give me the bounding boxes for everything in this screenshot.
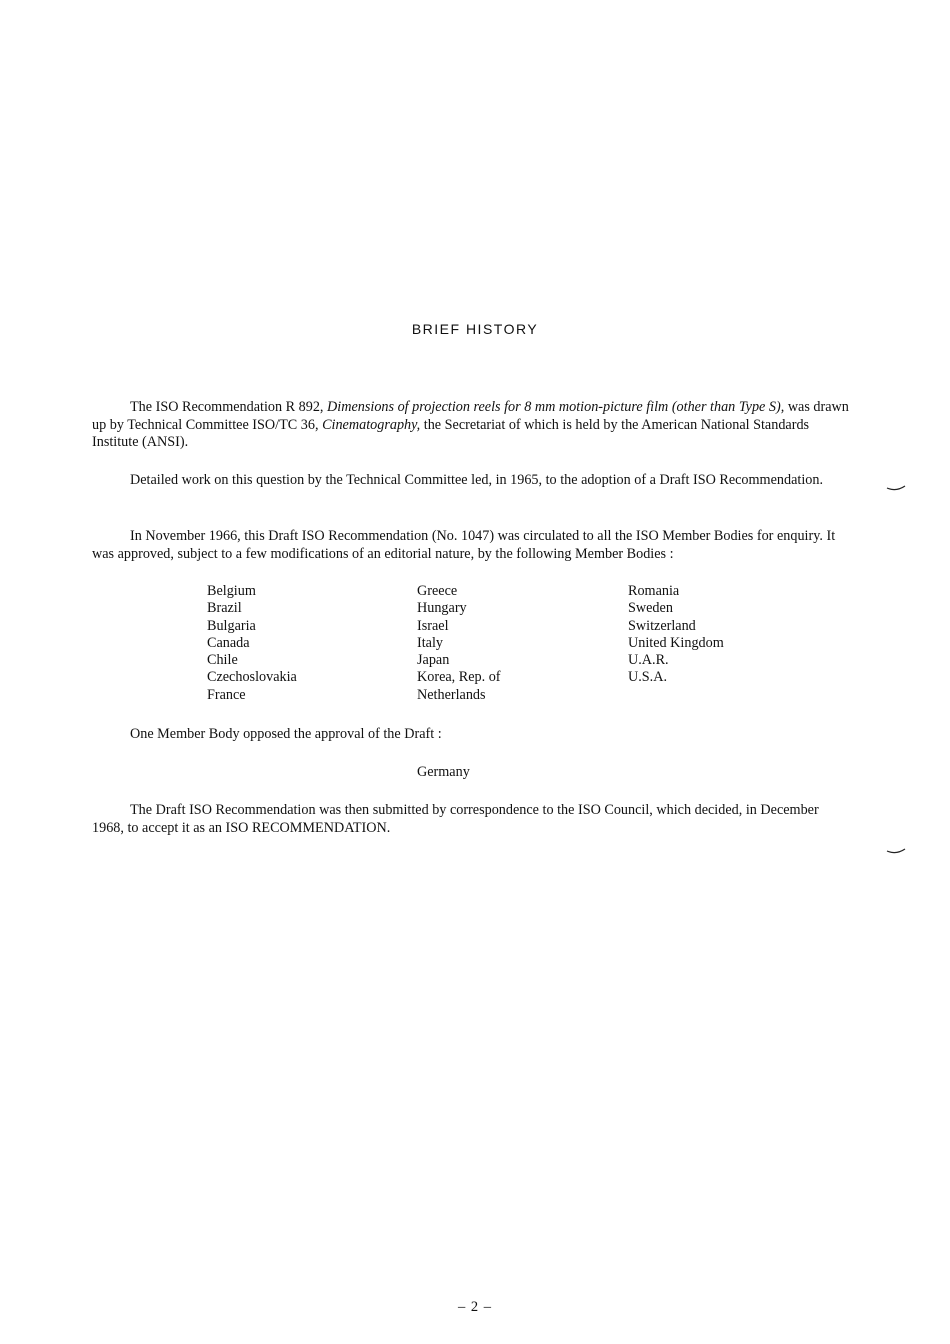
member-body: Korea, Rep. of — [417, 669, 501, 686]
member-body: France — [207, 686, 246, 703]
member-body: Netherlands — [417, 686, 486, 703]
member-body: Belgium — [207, 583, 256, 599]
member-bodies-column-3 — [628, 583, 724, 687]
member-body: Italy — [417, 634, 443, 651]
member-body: Chile — [207, 652, 238, 669]
paragraph-circulation — [92, 528, 852, 563]
member-body: Sweden — [628, 600, 673, 617]
circulation-text: In November 1966, this Draft ISO Recommendation (No. 1047) was circulated to all the ISO Member Bodies for enquiry. It was approved, subject to a few modifications of an editorial nature, by the following Member Bodies : — [92, 528, 836, 562]
member-body: United Kingdom — [628, 634, 724, 651]
member-body: U.A.R. — [628, 652, 669, 669]
member-body: Israel — [417, 617, 449, 634]
origin-end: the Secretariat of which is held by the American National Standards Institute (ANSI). — [92, 416, 810, 450]
member-body: Switzerland — [628, 617, 696, 634]
opposition-text: One Member Body opposed the approval of the Draft : — [130, 726, 442, 742]
opposed-member-body: Germany — [417, 764, 470, 780]
member-body: Bulgaria — [207, 617, 256, 634]
page-number: – 2 – — [458, 1299, 492, 1315]
paragraph-council-decision — [92, 802, 852, 837]
member-body: Czechoslovakia — [207, 669, 297, 686]
member-bodies-column-1 — [207, 583, 297, 704]
paragraph-draft-adoption — [92, 472, 852, 490]
paragraph-origin — [92, 399, 852, 452]
member-body: Romania — [628, 583, 680, 599]
member-body: Japan — [417, 652, 450, 669]
member-body: Hungary — [417, 600, 467, 617]
member-body: U.S.A. — [628, 669, 668, 686]
recommendation-title: Dimensions of projection reels for 8 mm motion-picture film (other than Type S), — [327, 399, 785, 415]
margin-mark — [886, 484, 906, 492]
committee-name: Cinematography, — [322, 416, 421, 433]
draft-adoption-text: Detailed work on this question by the Technical Committee led, in 1965, to the adoption of a Draft ISO Recommendation. — [130, 472, 823, 488]
origin-mid: was drawn up by Technical Committee ISO/TC 36, — [92, 399, 849, 433]
paragraph-opposition — [92, 726, 852, 744]
page-heading: BRIEF HISTORY — [411, 321, 539, 337]
council-decision-text: The Draft ISO Recommendation was then submitted by correspondence to the ISO Council, which decided, in December 1968, to accept it as an ISO RECOMMENDATION. — [92, 802, 819, 836]
margin-mark — [886, 847, 906, 855]
member-body: Canada — [207, 634, 250, 651]
origin-intro: The ISO Recommendation R 892, — [130, 399, 328, 415]
member-bodies-column-2 — [417, 583, 501, 704]
member-body: Greece — [417, 583, 458, 599]
member-body: Brazil — [207, 600, 242, 617]
